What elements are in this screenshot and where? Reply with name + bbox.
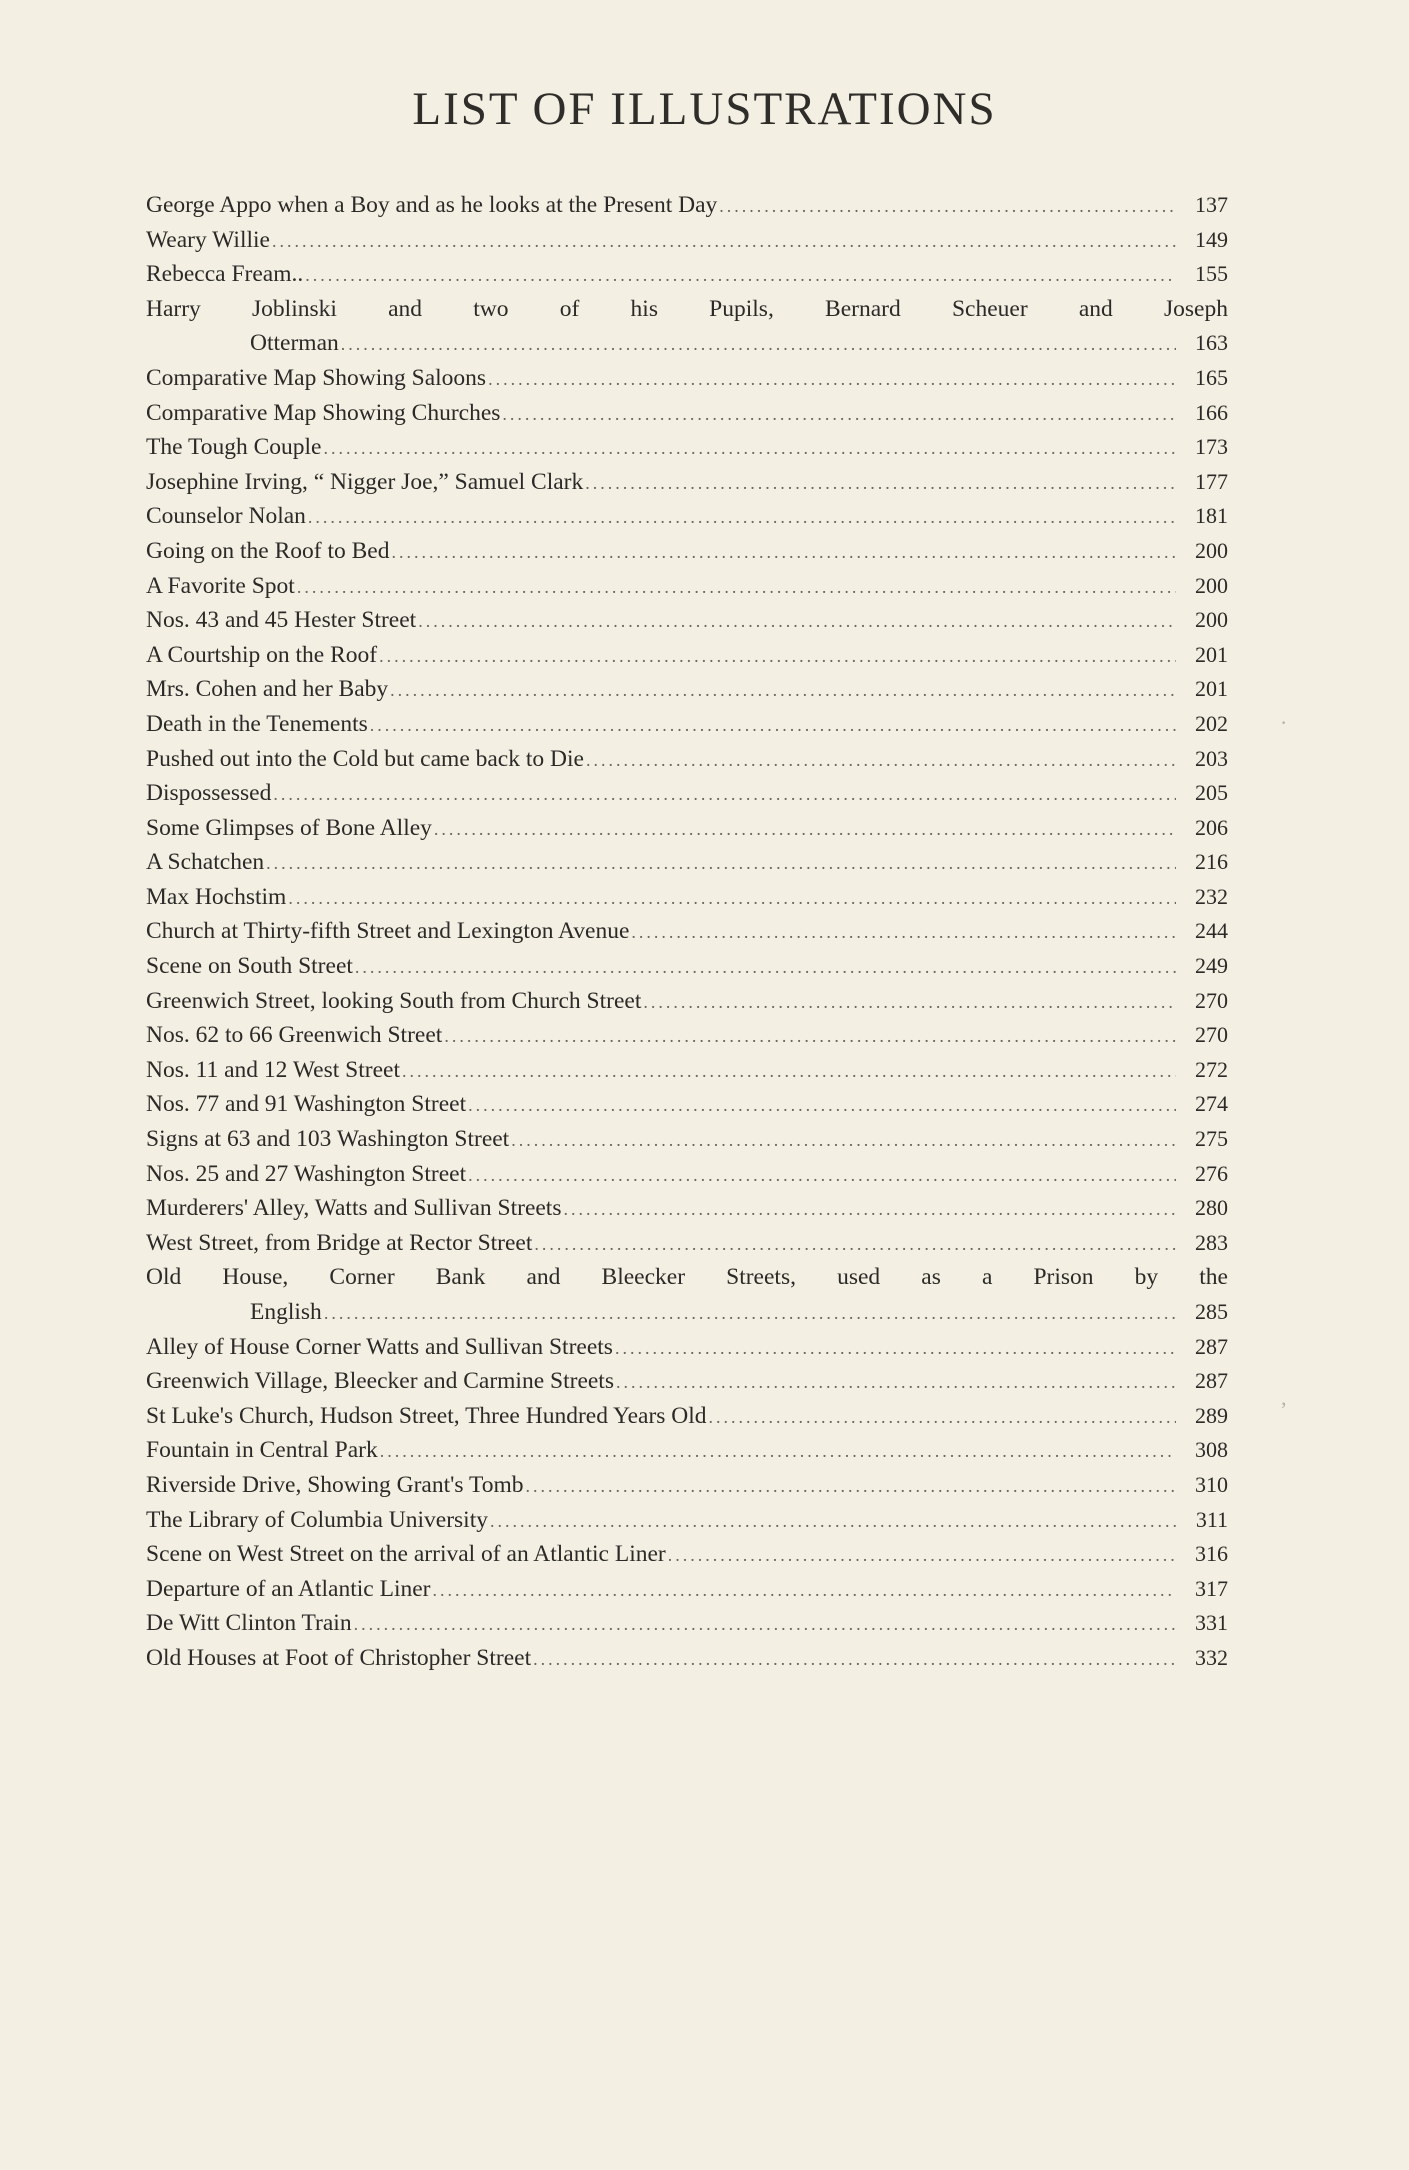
entry-title-continued: English [250,1299,322,1325]
illustration-list [146,188,1228,1676]
entry-title: Old House, Corner Bank and Bleecker Streets, used as a Prison by the [146,1264,1228,1291]
entry-title: Church at Thirty-fifth Street and Lexington Avenue [146,918,630,945]
list-item [146,1468,1228,1503]
page-number: 249 [1195,953,1228,979]
list-item [146,949,1228,984]
list-item [146,672,1228,707]
list-item [146,1537,1228,1572]
list-item [146,638,1228,673]
entry-title: Death in the Tenements [146,710,368,737]
page-number: 270 [1195,1022,1228,1048]
entry-title: Dispossessed [146,780,272,807]
page-number: 311 [1195,1506,1228,1532]
page-number: 274 [1195,1091,1228,1117]
leader-dots [272,224,1176,259]
list-item [146,223,1228,258]
leader-dots [354,1607,1176,1642]
entry-title: St Luke's Church, Hudson Street, Three Hundred Years Old [146,1402,707,1429]
page-number: 285 [1195,1299,1228,1324]
page-number: 289 [1195,1402,1228,1428]
page-number: 283 [1195,1229,1228,1255]
list-item [146,534,1228,569]
page-number: 332 [1195,1644,1228,1670]
leader-dots [390,673,1176,708]
entry-title: Nos. 25 and 27 Washington Street [146,1160,467,1187]
page-number: 137 [1195,192,1228,217]
leader-dots [616,1365,1176,1400]
list-item [146,292,1228,361]
list-item [146,742,1228,777]
entry-title: Scene on South Street [146,953,353,980]
page-number: 166 [1195,399,1228,425]
entry-title: Comparative Map Showing Churches [146,399,501,426]
list-item [146,1641,1228,1676]
entry-title: West Street, from Bridge at Rector Street [146,1229,533,1256]
page-number: 177 [1195,468,1228,494]
list-item [146,984,1228,1019]
page-number: 276 [1195,1160,1228,1186]
leader-dots [370,708,1176,743]
leader-dots [490,1504,1176,1539]
entry-title: Greenwich Street, looking South from Church Street [146,987,642,1014]
list-item [146,257,1228,292]
list-item [146,1260,1228,1329]
entry-title: Nos. 62 to 66 Greenwich Street [146,1022,443,1049]
leader-dots [266,846,1176,881]
page-number: 163 [1195,330,1228,356]
leader-dots [468,1158,1176,1193]
leader-dots [297,570,1176,605]
list-item [146,430,1228,465]
leader-dots [525,1469,1176,1504]
list-item [146,1572,1228,1607]
entry-title: De Witt Clinton Train [146,1610,352,1637]
entry-title: Max Hochstim [146,883,287,910]
entry-title: Nos. 43 and 45 Hester Street [146,607,417,634]
page-number: 205 [1195,780,1228,806]
list-item [146,603,1228,638]
leader-dots [391,535,1176,570]
list-item [146,1191,1228,1226]
page-number: 200 [1195,572,1228,598]
entry-title: Riverside Drive, Showing Grant's Tomb [146,1471,524,1498]
list-item [146,880,1228,915]
leader-dots [379,639,1176,674]
list-item [146,811,1228,846]
entry-title: Josephine Irving, “ Nigger Joe,” Samuel Clark [146,468,584,495]
entry-title: Pushed out into the Cold but came back to Die [146,745,584,772]
page-speck: · [1280,710,1288,735]
entry-title: Murderers' Alley, Watts and Sullivan Streets [146,1195,562,1222]
page-speck: ‚ [1280,1385,1288,1410]
entry-title: Mrs. Cohen and her Baby [146,676,389,703]
entry-title: Weary Willie [146,226,270,253]
list-item [146,1053,1228,1088]
entry-title: Nos. 77 and 91 Washington Street [146,1091,467,1118]
page-number: 316 [1195,1541,1228,1567]
leader-dots [585,466,1176,501]
list-item [146,1433,1228,1468]
list-item [146,1399,1228,1434]
leader-dots [341,327,1176,362]
entry-title: Nos. 11 and 12 West Street [146,1056,400,1083]
leader-dots [668,1538,1176,1573]
leader-dots [643,985,1176,1020]
page-number: 280 [1195,1195,1228,1221]
entry-title: Alley of House Corner Watts and Sullivan Streets [146,1333,613,1360]
entry-title: Going on the Roof to Bed [146,537,390,564]
page-number: 200 [1195,537,1228,563]
leader-dots [402,1054,1176,1089]
leader-dots [511,1123,1176,1158]
leader-dots [563,1192,1176,1227]
leader-dots [380,1434,1176,1469]
page-number: 232 [1195,883,1228,909]
page-number: 317 [1195,1575,1228,1601]
list-item [146,1364,1228,1399]
leader-dots [502,397,1176,432]
leader-dots [308,500,1176,535]
leader-dots [719,189,1176,224]
entry-title: A Favorite Spot [146,572,295,599]
page-number: 287 [1195,1368,1228,1394]
leader-dots [323,431,1176,466]
entry-title: Counselor Nolan [146,503,306,530]
leader-dots [533,1642,1176,1677]
leader-dots [355,950,1176,985]
leader-dots [434,812,1176,847]
page-title: LIST OF ILLUSTRATIONS [412,83,997,135]
entry-title: The Tough Couple [146,434,322,461]
entry-title: Scene on West Street on the arrival of an Atlantic Liner [146,1541,666,1568]
entry-title: Departure of an Atlantic Liner [146,1575,431,1602]
page-number: 206 [1195,814,1228,840]
page-number: 173 [1195,434,1228,460]
entry-title: Old Houses at Foot of Christopher Street [146,1644,532,1671]
leader-dots [709,1400,1176,1435]
list-item [146,1606,1228,1641]
list-item [146,707,1228,742]
leader-dots [631,915,1176,950]
page-number: 203 [1195,745,1228,771]
page-number: 287 [1195,1333,1228,1359]
entry-title: Greenwich Village, Bleecker and Carmine Streets [146,1368,614,1395]
entry-title: Rebecca Fream.. [146,261,304,288]
leader-dots [433,1573,1177,1608]
page-number: 200 [1195,607,1228,633]
leader-dots [488,362,1176,397]
entry-title: Comparative Map Showing Saloons [146,364,487,391]
leader-dots [305,258,1176,293]
entry-title: George Appo when a Boy and as he looks at the Present Day [146,192,718,218]
list-item [146,396,1228,431]
leader-dots [273,777,1176,812]
entry-title: A Schatchen [146,849,265,876]
entry-title: A Courtship on the Roof [146,641,378,668]
list-item [146,1018,1228,1053]
leader-dots [534,1227,1176,1262]
list-item [146,569,1228,604]
list-item [146,1087,1228,1122]
list-item [146,776,1228,811]
list-item [146,1122,1228,1157]
page-number: 201 [1195,641,1228,667]
page-number: 216 [1195,849,1228,875]
list-item [146,845,1228,880]
list-item [146,1330,1228,1365]
list-item [146,1503,1228,1538]
entry-title: Fountain in Central Park [146,1437,378,1464]
list-item [146,914,1228,949]
entry-title: Some Glimpses of Bone Alley [146,814,432,841]
leader-dots [324,1296,1176,1331]
page-number: 308 [1195,1437,1228,1463]
entry-title: The Library of Columbia University [146,1506,488,1533]
leader-dots [468,1088,1176,1123]
entry-title-continued: Otterman [250,330,339,357]
page-number: 155 [1195,261,1228,287]
page-number: 201 [1195,676,1228,702]
list-item [146,465,1228,500]
page-number: 272 [1195,1056,1228,1082]
page-number: 244 [1195,918,1228,944]
leader-dots [615,1331,1176,1366]
list-item [146,361,1228,396]
list-item [146,1226,1228,1261]
entry-title: Signs at 63 and 103 Washington Street [146,1126,510,1153]
page-number: 275 [1195,1126,1228,1152]
list-item [146,1157,1228,1192]
leader-dots [418,604,1176,639]
list-item [146,188,1228,223]
leader-dots [586,743,1176,778]
page-number: 202 [1195,710,1228,736]
page-number: 270 [1195,987,1228,1013]
leader-dots [288,881,1176,916]
page-number: 181 [1195,503,1228,529]
page-number: 331 [1195,1610,1228,1636]
entry-title: Harry Joblinski and two of his Pupils, Bernard Scheuer and Joseph [146,295,1228,322]
leader-dots [444,1019,1176,1054]
page-number: 310 [1195,1471,1228,1497]
page-number: 149 [1195,226,1228,252]
page-number: 165 [1195,364,1228,390]
list-item [146,499,1228,534]
